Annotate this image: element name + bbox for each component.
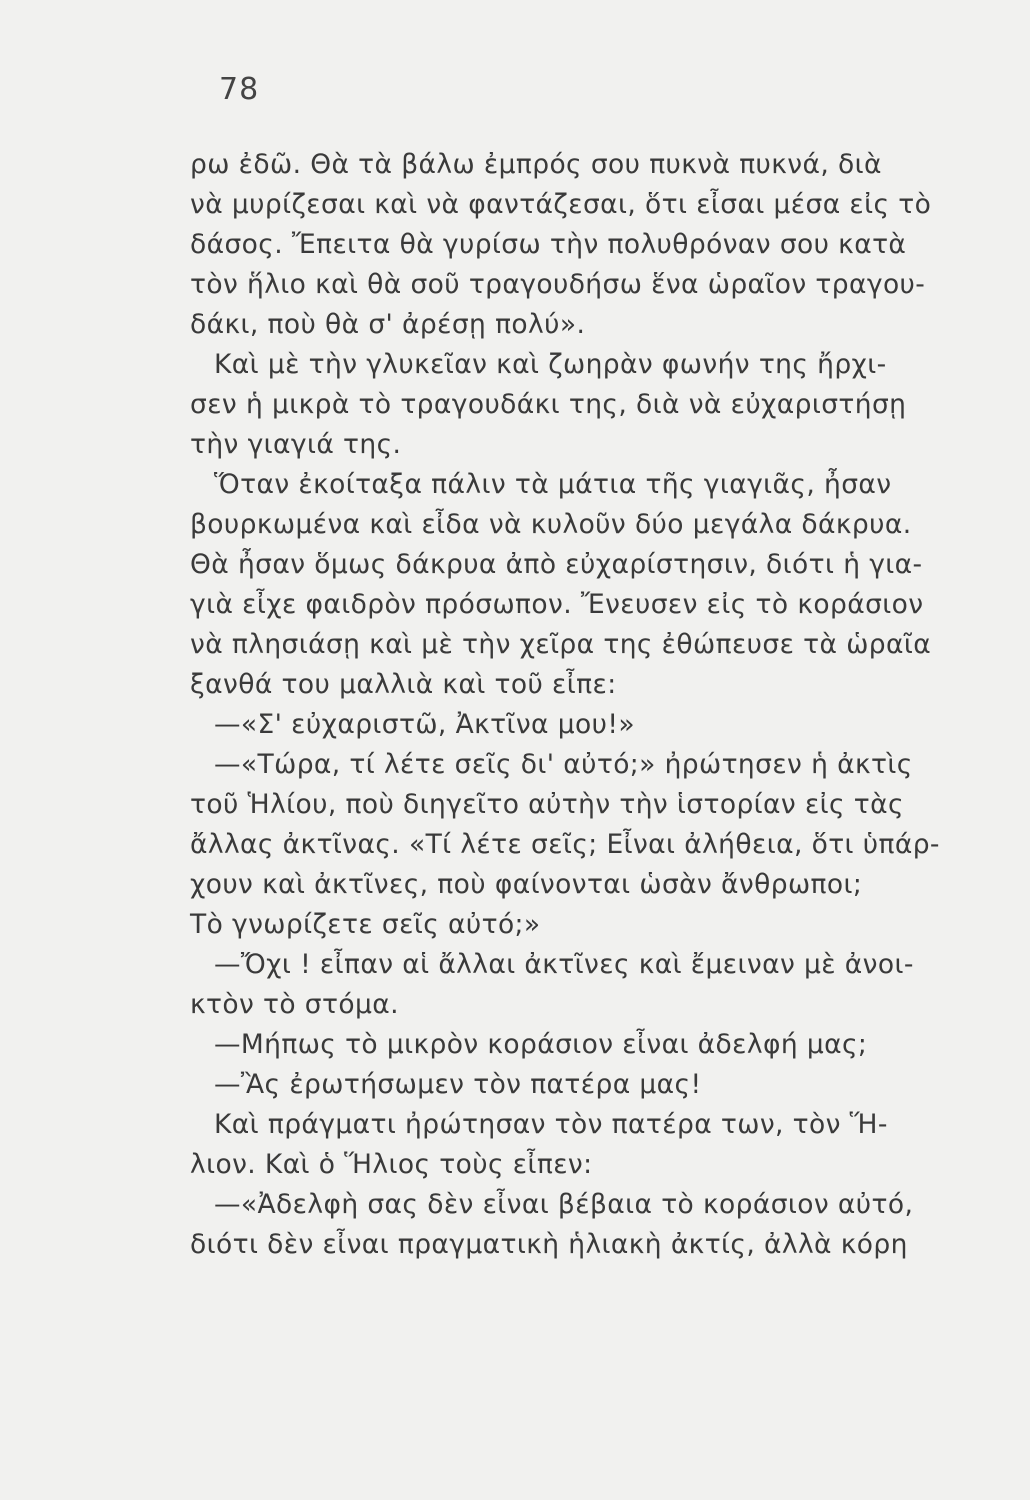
- text-line: Καὶ πράγματι ἠρώτησαν τὸν πατέρα των, τὸν Ἥ-: [214, 1109, 888, 1140]
- text-line: χουν καὶ ἀκτῖνες, ποὺ φαίνονται ὡσὰν ἄνθρωποι;: [190, 869, 863, 900]
- text-line: βουρκωμένα καὶ εἶδα νὰ κυλοῦν δύο μεγάλα δάκρυα.: [190, 509, 912, 540]
- text-line: κτὸν τὸ στόμα.: [190, 989, 399, 1020]
- text-line: τοῦ Ἡλίου, ποὺ διηγεῖτο αὐτὴν τὴν ἱστορίαν εἰς τὰς: [190, 789, 904, 820]
- text-line: τὴν γιαγιά της.: [190, 429, 402, 460]
- text-line: Τὸ γνωρίζετε σεῖς αὐτό;»: [190, 909, 541, 940]
- text-line: ρω ἐδῶ. Θὰ τὰ βάλω ἐμπρός σου πυκνὰ πυκνά, διὰ: [190, 149, 882, 180]
- text-line: —«Τώρα, τί λέτε σεῖς δι' αὐτό;» ἠρώτησεν ἡ ἀκτὶς: [214, 749, 913, 780]
- text-line: δάκι, ποὺ θὰ σ' ἀρέσῃ πολύ».: [190, 309, 586, 340]
- text-line: —Μήπως τὸ μικρὸν κοράσιον εἶναι ἀδελφή μας;: [214, 1029, 868, 1060]
- text-line: λιον. Καὶ ὁ Ἥλιος τοὺς εἶπεν:: [190, 1149, 593, 1180]
- text-line: σεν ἡ μικρὰ τὸ τραγουδάκι της, διὰ νὰ εὐχαριστήσῃ: [190, 389, 907, 420]
- text-line: —«Ἀδελφὴ σας δὲν εἶναι βέβαια τὸ κοράσιον αὐτό,: [214, 1189, 914, 1220]
- text-line: γιὰ εἶχε φαιδρὸν πρόσωπον. Ἔνευσεν εἰς τὸ κοράσιον: [190, 589, 924, 620]
- text-line: —Ἂς ἐρωτήσωμεν τὸν πατέρα μας!: [214, 1069, 702, 1100]
- text-line: νὰ μυρίζεσαι καὶ νὰ φαντάζεσαι, ὅτι εἶσαι μέσα εἰς τὸ: [190, 189, 932, 220]
- text-line: τὸν ἥλιο καὶ θὰ σοῦ τραγουδήσω ἕνα ὡραῖον τραγου-: [190, 269, 926, 300]
- text-line: Ὅταν ἐκοίταξα πάλιν τὰ μάτια τῆς γιαγιᾶς, ἦσαν: [214, 469, 892, 500]
- text-line: διότι δὲν εἶναι πραγματικὴ ἡλιακὴ ἀκτίς, ἀλλὰ κόρη: [190, 1229, 908, 1260]
- text-line: —Ὄχι ! εἶπαν αἱ ἄλλαι ἀκτῖνες καὶ ἔμειναν μὲ ἀνοι-: [214, 949, 914, 980]
- text-line: ἄλλας ἀκτῖνας. «Τί λέτε σεῖς; Εἶναι ἀλήθεια, ὅτι ὑπάρ-: [190, 829, 940, 860]
- text-line: νὰ πλησιάσῃ καὶ μὲ τὴν χεῖρα της ἐθώπευσε τὰ ὡραῖα: [190, 629, 932, 660]
- text-line: Θὰ ἦσαν ὅμως δάκρυα ἀπὸ εὐχαρίστησιν, διότι ἡ για-: [190, 549, 923, 580]
- text-line: ξανθά του μαλλιὰ καὶ τοῦ εἶπε:: [190, 669, 617, 700]
- text-line: δάσος. Ἔπειτα θὰ γυρίσω τὴν πολυθρόναν σου κατὰ: [190, 229, 907, 260]
- page-number: 78: [219, 72, 260, 107]
- text-line: Καὶ μὲ τὴν γλυκεῖαν καὶ ζωηρὰν φωνήν της ἤρχι-: [214, 349, 887, 380]
- text-line: —«Σ' εὐχαριστῶ, Ἀκτῖνα μου!»: [214, 709, 635, 740]
